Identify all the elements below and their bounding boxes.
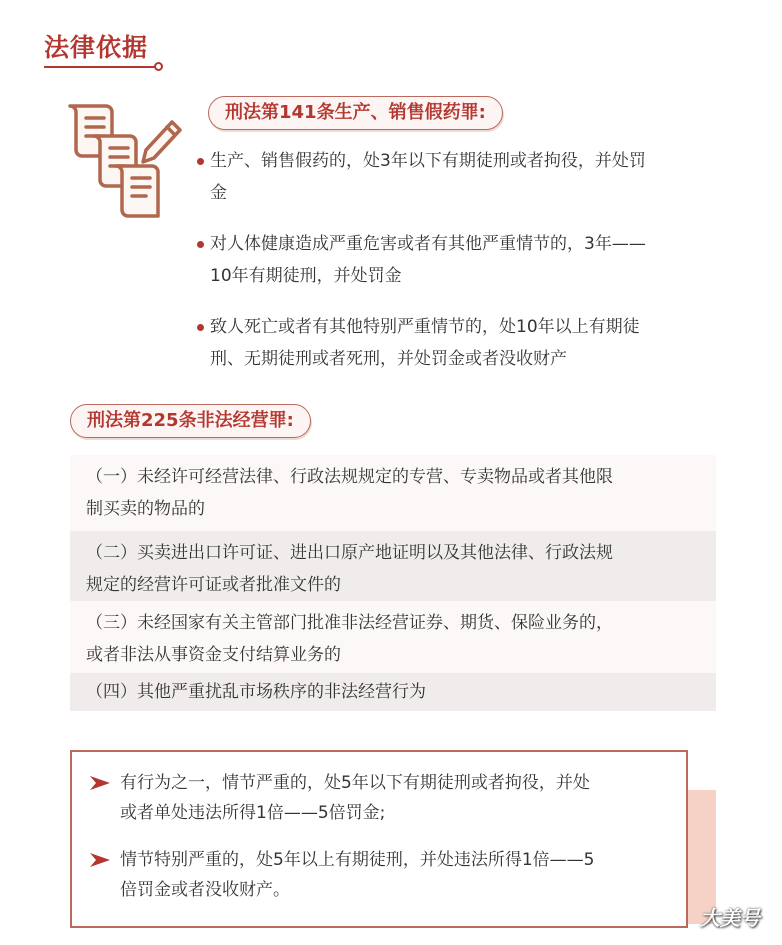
law141-tag: 刑法第141条生产、销售假药罪: [208, 96, 503, 130]
law225-row-line: 规定的经营许可证或者批准文件的 [86, 575, 341, 595]
law225-row-line: 制买卖的物品的 [86, 499, 205, 519]
penalty-line: 情节特别严重的，处5年以上有期徒刑，并处违法所得1倍——5 [120, 850, 595, 870]
law225-row [70, 531, 716, 607]
law225-row [70, 601, 716, 677]
law225-row-line: （三）未经国家有关主管部门批准非法经营证券、期货、保险业务的， [86, 613, 613, 633]
arrow-right-icon [88, 851, 112, 869]
penalty-line: 倍罚金或者没收财产。 [120, 880, 290, 900]
law225-row-line: （一）未经许可经营法律、行政法规规定的专营、专卖物品或者其他限 [86, 467, 613, 487]
law141-item-line: 10年有期徒刑，并处罚金 [210, 266, 402, 286]
document-scroll-pen-icon [66, 98, 186, 224]
penalty-line: 或者单处违法所得1倍——5倍罚金; [120, 803, 386, 823]
law225-row-line: （四）其他严重扰乱市场秩序的非法经营行为 [86, 682, 426, 702]
section-title: 法律依据 [44, 33, 149, 62]
title-underline [44, 66, 156, 68]
title-underline-dot [154, 62, 163, 71]
law141-item [210, 145, 730, 209]
law225-tag: 刑法第225条非法经营罪: [70, 404, 311, 438]
law225-row [70, 673, 716, 711]
bullet-dot-icon [197, 324, 204, 331]
penalty-item [120, 768, 680, 828]
law141-item-line: 金 [210, 183, 227, 203]
law141-item [210, 311, 730, 375]
penalty-item [120, 845, 680, 905]
watermark: 大美号 [700, 906, 760, 930]
law141-item-line: 对人体健康造成严重危害或者有其他严重情节的，3年—— [210, 234, 646, 254]
law141-item [210, 228, 730, 292]
law225-row [70, 455, 716, 531]
penalty-line: 有行为之一，情节严重的，处5年以下有期徒刑或者拘役，并处 [120, 773, 590, 793]
bullet-dot-icon [197, 241, 204, 248]
law141-item-line: 致人死亡或者有其他特别严重情节的，处10年以上有期徒 [210, 317, 640, 337]
law225-row-line: （二）买卖进出口许可证、进出口原产地证明以及其他法律、行政法规 [86, 543, 613, 563]
law141-item-line: 生产、销售假药的，处3年以下有期徒刑或者拘役，并处罚 [210, 151, 646, 171]
arrow-right-icon [88, 774, 112, 792]
law225-row-line: 或者非法从事资金支付结算业务的 [86, 645, 341, 665]
bullet-dot-icon [197, 158, 204, 165]
law141-item-line: 刑、无期徒刑或者死刑，并处罚金或者没收财产 [210, 349, 567, 369]
